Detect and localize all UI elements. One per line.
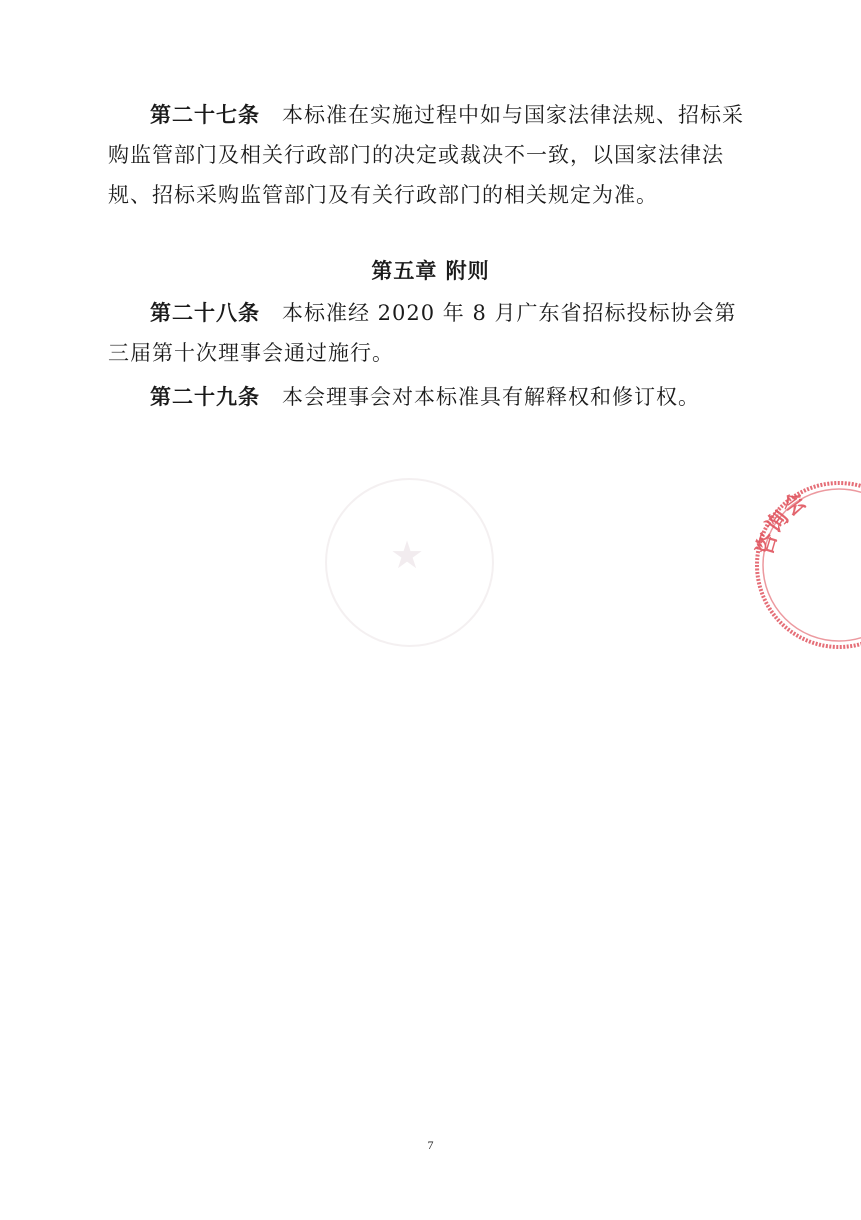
- article-label: 第二十七条: [150, 102, 260, 127]
- article-label: 第二十八条: [150, 300, 260, 325]
- article-label: 第二十九条: [150, 384, 260, 409]
- article-29: [108, 377, 748, 417]
- seal-icon: [744, 470, 861, 660]
- official-seal: [744, 470, 861, 660]
- page-number: 7: [427, 1138, 434, 1152]
- seal-text: 咨询会: [751, 487, 812, 559]
- back-page-star-ghost: ★: [390, 533, 425, 577]
- svg-text:咨询会: [751, 488, 811, 558]
- article-27: [108, 95, 748, 215]
- article-text: 本标准经 2020 年 8 月广东省招标投标协会第三届第十次理事会通过施行。: [108, 301, 737, 365]
- chapter-title: 第五章 附则: [371, 258, 490, 283]
- article-text: 本会理事会对本标准具有解释权和修订权。: [282, 385, 700, 409]
- article-28: [108, 293, 748, 373]
- article-text: 本标准在实施过程中如与国家法律法规、招标采购监管部门及相关行政部门的决定或裁决不一致，以国家法律法规、招标采购监管部门及有关行政部门的相关规定为准。: [108, 103, 744, 207]
